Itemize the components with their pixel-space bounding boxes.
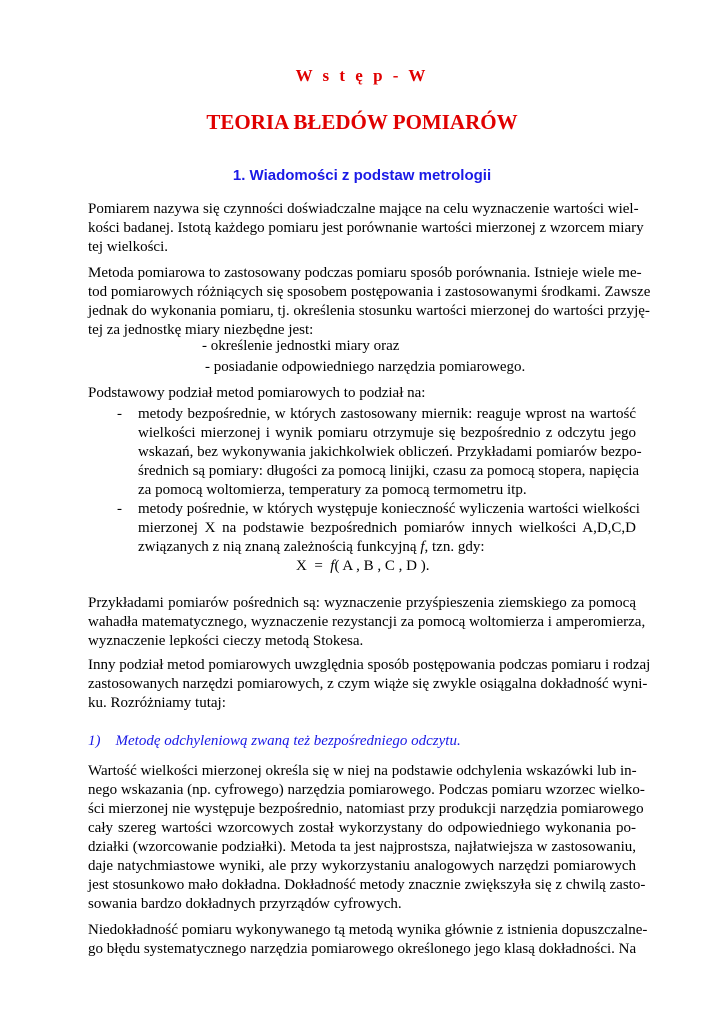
paragraph-line: Pomiarem nazywa się czynności doświadczalne mające na celu wyznaczenie wartości wiel- [88,201,639,217]
paragraph-line: cały szereg wartości wzorcowych został wykorzystany do odpowiedniego wykonania po- [88,820,636,836]
paragraph-line: go błędu systematycznego narzędzia pomiarowego określonego jego klasą dokładności. Na [88,941,637,957]
bullet-text: związanych z nią znaną zależnością funkcyjną [138,539,421,555]
paragraph-line: ści mierzonej nie występuje bezpośrednio, natomiast przy produkcji narzędzia pomiarowego [88,801,644,817]
bullet-line [138,538,636,557]
bullet-dash: - [117,406,122,422]
paragraph-line: Wartość wielkości mierzonej określa się w niej na podstawie odchylenia wskazówki lub in- [88,763,637,779]
paragraph-line: tod pomiarowych różniących się sposobem postępowania i zastosowanymi środkami. Zawsze [88,284,651,300]
paragraph-line: nego wskazania (np. cyfrowego) narzędzia pomiarowego. Podczas pomiaru wzorzec wielko- [88,782,645,798]
paragraph-line: Inny podział metod pomiarowych uwzględnia sposób postępowania podczas pomiaru i rodzaj [88,657,651,673]
formula-lhs: X = [296,558,331,574]
bullet-dash: - [117,501,122,517]
paragraph-line: jest stosunkowo mało dokładna. Dokładność metody znacznie zwiększyła się z chwilą zasto- [88,877,646,893]
paragraph-line: kości badanej. Istotą każdego pomiaru jest porównanie wartości mierzonej z wzorcem miary [88,220,644,236]
method-subheading: 1) Metodę odchyleniową zwaną też bezpośredniego odczytu. [88,733,461,749]
paragraph-line: daje natychmiastowe wyniki, ale przy wykorzystaniu analogowych narzędzi pomiarowych [88,858,636,874]
paragraph-line: wyznaczenie lepkości cieczy metodą Stokesa. [88,633,364,649]
paragraph-line: Przykładami pomiarów pośrednich są: wyznaczenie przyśpieszenia ziemskiego za pomocą [88,595,636,611]
requirement-item: - posiadanie odpowiedniego narzędzia pomiarowego. [205,359,526,375]
paragraph-line: Niedokładność pomiaru wykonywanego tą metodą wynika głównie z istnienia dopuszczalne- [88,922,648,938]
paragraph-line: wahadła matematycznego, wyznaczenie rezystancji za pomocą woltomierza i amperomierza, [88,614,646,630]
document-supertitle: W s t ę p - W [295,66,429,85]
paragraph-line: ku. Rozróżniamy tutaj: [88,695,226,711]
bullet-line: wielkości mierzonej i wynik pomiaru otrzymuje się bezpośrednio z odczytu jego [138,425,636,441]
bullet-line: metody bezpośrednie, w których zastosowany miernik: reaguje wprost na wartość [138,406,636,422]
formula-rhs: ( A , B , C , D ). [334,558,430,574]
bullet-line: wskazań, bez wykonywania jakichkolwiek obliczeń. Przykładami pomiarów bezpo- [138,444,642,460]
formula [296,557,429,576]
function-symbol: f [420,539,425,555]
paragraph-line: sowania bardzo dokładnych przyrządów cyfrowych. [88,896,402,912]
requirement-item: - określenie jednostki miary oraz [202,338,400,354]
bullet-text: , tzn. gdy: [424,539,485,555]
bullet-line: metody pośrednie, w których występuje konieczność wyliczenia wartości wielkości [138,501,640,517]
paragraph-line: Metoda pomiarowa to zastosowany podczas pomiaru sposób porównania. Istnieje wiele me- [88,265,642,281]
section-heading: 1. Wiadomości z podstaw metrologii [232,167,492,184]
function-symbol: f [330,558,335,574]
bullet-line: średnich są pomiary: długości za pomocą linijki, czasu za pomocą stopera, napięcia [138,463,640,479]
paragraph-line: tej wielkości. [88,239,168,255]
paragraph-line: jednak do wykonania pomiaru, tj. określenia stosunku wartości mierzonej do wartości przyję- [88,303,650,319]
paragraph-line: działki (wzorcowanie podziałki). Metoda ta jest najprostsza, najłatwiejsza w zastosowaniu, [88,839,636,855]
bullet-line: mierzonej X na podstawie bezpośrednich pomiarów innych wielkości A,D,C,D [138,520,636,536]
paragraph-line: zastosowanych narzędzi pomiarowych, z czym wiąże się zwykle osiągalna dokładność wyni- [88,676,648,692]
paragraph-line: Podstawowy podział metod pomiarowych to podział na: [88,385,426,401]
paragraph-line: tej za jednostkę miary niezbędne jest: [88,322,314,338]
document-title: TEORIA BŁEDÓW POMIARÓW [206,110,518,134]
bullet-line: za pomocą woltomierza, temperatury za pomocą termometru itp. [138,482,527,498]
